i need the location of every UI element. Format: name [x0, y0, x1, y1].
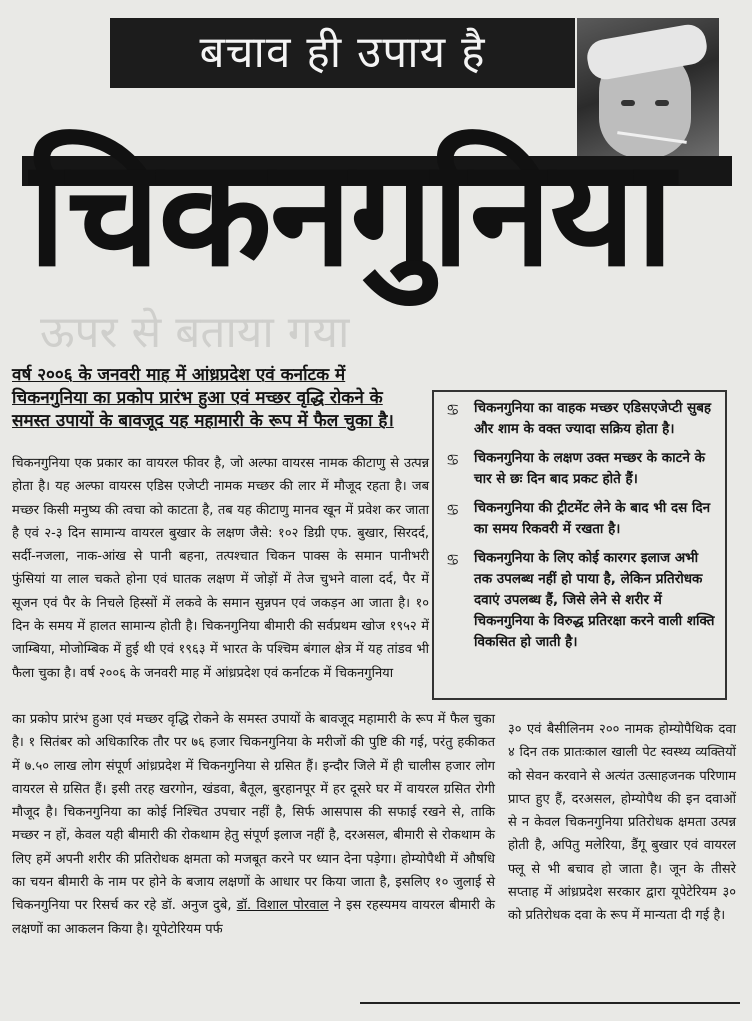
- headline: चिकनगुनिया: [28, 127, 673, 299]
- body-column-left-bottom: [12, 708, 495, 941]
- bullet-icon: ♋: [446, 501, 460, 519]
- fact-item: [440, 498, 717, 540]
- body-column-left-top: चिकनगुनिया एक प्रकार का वायरल फीवर है, जो अल्फा वायरस नामक कीटाणु से उत्पन्न होता है। यह अल्फा वायरस एडिस एजेप्टी नामक मच्छर की लार में मौजूद रहता है। जब मच्छर किसी मनुष्य की त्वचा को काटता है, तब यह कीटाणु मानव खून में प्रवेश कर जाता है एवं २-३ दिन सामान्य वायरल बुखार के लक्षण जैसे: १०२ डिग्री एफ. बुखार, सिरदर्द, सर्दी-नजला, नाक-आंख से पानी बहना, तत्पश्चात चिकन पाक्स के समान पानीभरी फुंसियां या लाल चकते होना एवं घातक लक्षण में जोड़ों में तेज चुभने वाला दर्द, पैर में सूजन एवं पैर के निचले हिस्सों में लकवे के समान सुन्नपन एवं जकड़न आ जाता है। १० दिन के समय में हालत सामान्य होती है। चिकनगुनिया बीमारी की सर्वप्रथम खोज १९५२ में जाम्बिया, मोजोम्बिक में हुई थी एवं १९६३ में भारत के पश्चिम बंगाल क्षेत्र में यह तांडव भी फैला चुका है। वर्ष २००६ के जनवरी माह में आंध्रप्रदेश एवं कर्नाटक में चिकनगुनिया: [12, 456, 429, 681]
- fact-text: चिकनगुनिया की ट्रीटमेंट लेने के बाद भी दस दिन का समय रिकवरी में रखता है।: [474, 500, 711, 537]
- eye-shape: [655, 100, 669, 106]
- fact-item: [440, 398, 717, 440]
- lead-line: समस्त उपायों के बावजूद यह महामारी के रूप में फैल चुका है।: [12, 411, 394, 431]
- fact-text: चिकनगुनिया के लक्षण उक्त मच्छर के काटने के चार से छः दिन बाद प्रकट होते हैं।: [474, 450, 705, 487]
- facts-box: [432, 390, 727, 700]
- fact-item: [440, 548, 717, 653]
- lead-line: वर्ष २००६ के जनवरी माह में आंध्रप्रदेश एवं कर्नाटक में: [12, 365, 346, 385]
- bullet-icon: ♋: [446, 401, 460, 419]
- lead-line: चिकनगुनिया का प्रकोप प्रारंभ हुआ एवं मच्छर वृद्धि रोकने के: [12, 388, 383, 408]
- fact-text: चिकनगुनिया का वाहक मच्छर एडिसएजेप्टी सुबह और शाम के वक्त ज्यादा सक्रिय होता है।: [474, 400, 712, 437]
- divider: [360, 1002, 740, 1004]
- body-text: ने इस रहस्यमय वायरल बीमारी के लक्षणों का आकलन किया है। यूपेटोरियम पर्फ: [12, 898, 496, 937]
- eye-shape: [621, 100, 635, 106]
- bullet-icon: ♋: [446, 451, 460, 469]
- lead-paragraph: [12, 364, 422, 433]
- bullet-icon: ♋: [446, 551, 460, 569]
- body-column-right: ३० एवं बैसीलिनम २०० नामक होम्योपैथिक दवा ४ दिन तक प्रातःकाल खाली पेट स्वस्थ्य व्यक्तियों को सेवन करवाने से अत्यंत उत्साहजनक परिणाम प्राप्त हुए हैं, दरअसल, होम्योपैथ की इन दवाओं से न केवल चिकनगुनिया प्रतिरोधक क्षमता उत्पन्न होती है, अपितु मलेरिया, डैंगू बुखार एवं वायरल फ्लू से भी बचाव हो जाता है। जून के तीसरे सप्ताह में आंध्रप्रदेश सरकार द्वारा यूपेटेरियम ३० को प्रतिरोधक दवा के रूप में मान्यता दी गई है।: [508, 722, 736, 924]
- fact-item: [440, 448, 717, 490]
- bleed-through-text: ऊपर से बताया गया: [40, 307, 350, 358]
- doctor-name: डॉ. विशाल पोरवाल: [236, 898, 329, 914]
- banner-title: बचाव ही उपाय है: [110, 18, 575, 88]
- fact-text: चिकनगुनिया के लिए कोई कारगर इलाज अभी तक उपलब्ध नहीं हो पाया है, लेकिन प्रतिरोधक दवाएं उपलब्ध हैं, जिसे लेने से शरीर में चिकनगुनिया के विरुद्ध प्रतिरक्षा करने वाली शक्ति विकसित हो जाती है।: [474, 550, 715, 650]
- body-text: का प्रकोप प्रारंभ हुआ एवं मच्छर वृद्धि रोकने के समस्त उपायों के बावजूद महामारी के रूप में फैल चुका है। १ सितंबर को अधिकारिक तौर पर ७६ हजार चिकनगुनिया के मरीजों की पुष्टि की गई, परंतु हकीकत में ७.५० लाख लोग संपूर्ण आंध्रप्रदेश में चिकनगुनिया से ग्रसित हैं। इन्दौर जिले में ही चालीस हजार लोग वायरल से ग्रसित हैं। इसी तरह खरगोन, खंडवा, बैतूल, बुरहानपूर में हर दूसरे घर में वायरल ग्रसित रोगी मौजूद है। चिकनगुनिया का कोई निश्चित उपचार नहीं है, सिर्फ आसपास की सफाई रखने से, ताकि मच्छर न हों, केवल यही बीमारी की रोकथाम हेतु संपूर्ण इलाज नहीं है, दरअसल, बीमारी से रोकथाम के लिए हमें अपनी शरीर की प्रतिरोधक क्षमता को मजबूत करने पर ध्यान देना पड़ेगा। होम्योपैथी में औषधि का चयन बीमारी के नाम पर होने के बजाय लक्षणों के आधार पर किया जाता है, इसलिए १० जुलाई से चिकनगुनिया पर रिसर्च कर रहे डॉ. अनुज दुबे,: [12, 712, 495, 914]
